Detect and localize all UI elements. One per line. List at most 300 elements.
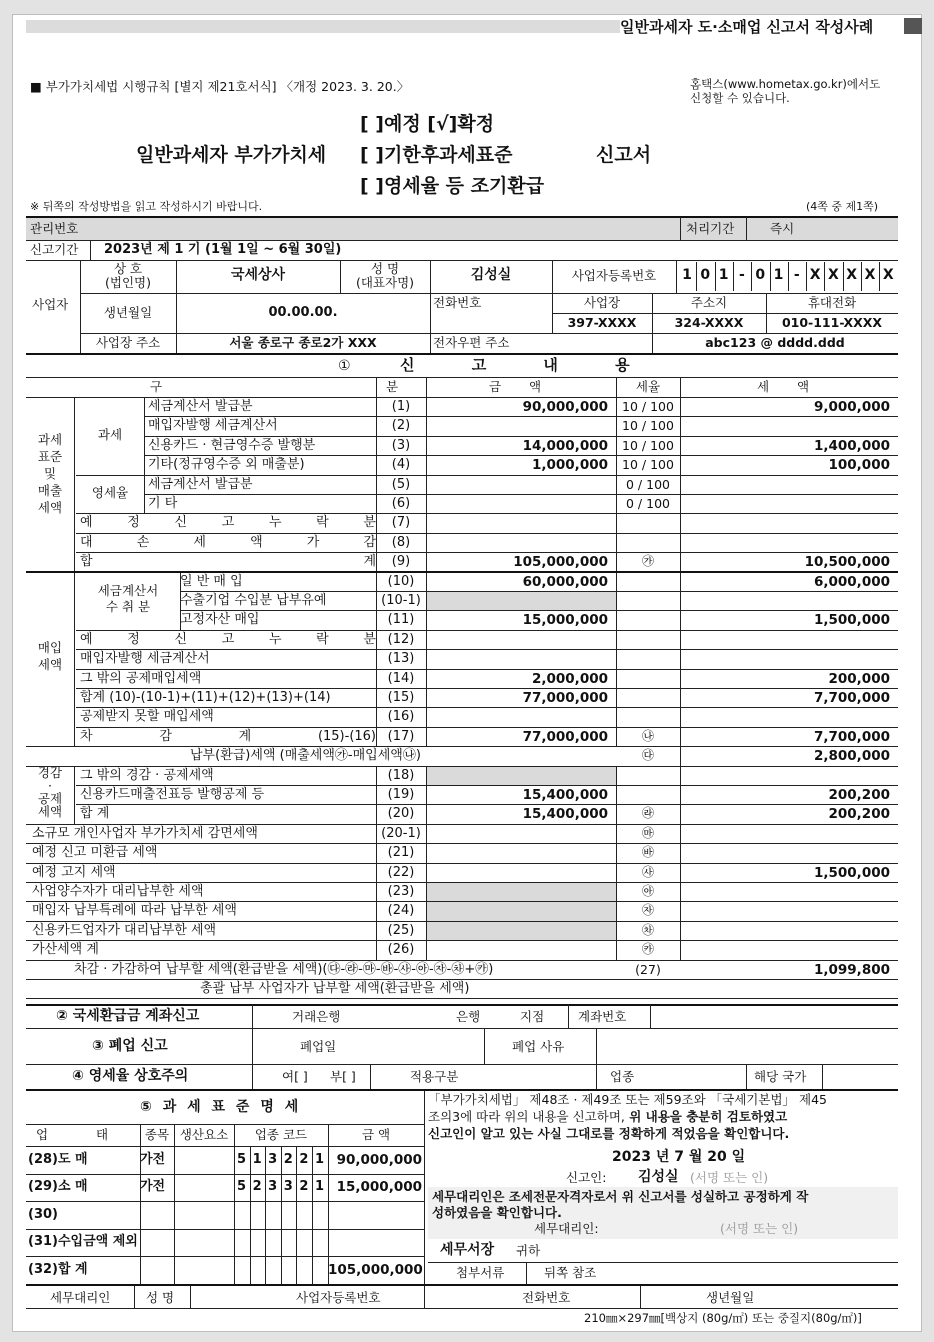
reg-no-divider <box>788 262 789 291</box>
rep-label: 성 명 <box>370 261 400 276</box>
label-part: 차 <box>80 728 93 744</box>
report-row-rate: ㉸ <box>641 942 654 957</box>
report-row-no: (22) <box>387 864 415 880</box>
rep-name: 김성실 <box>470 267 512 283</box>
report-row-no: (7) <box>391 515 411 531</box>
label-part: 락 <box>316 515 329 531</box>
report-row-divider <box>76 552 898 553</box>
reg-no-digit: X <box>882 267 894 283</box>
attach-value: 뒤쪽 참조 <box>544 1265 597 1280</box>
trade-name: 국세상사 <box>230 267 286 283</box>
report-row-tax: 1,099,800 <box>813 961 890 978</box>
report-row-no: (10) <box>387 573 415 589</box>
tax-base-code-digit: 3 <box>268 1179 278 1195</box>
col-divider <box>426 766 427 960</box>
tax-base-code-digit: 2 <box>283 1152 293 1167</box>
report-row-label: 차감 · 가감하여 납부할 세액(환급받을 세액)(㉰-㉱-㉲-㉳-㉴-㉵-㉶-㉷+㉸) <box>74 961 494 977</box>
report-row-divider <box>76 688 898 689</box>
refund-account-title: ② 국세환급금 계좌신고 <box>56 1008 200 1024</box>
report-row-rate: 0 / 100 <box>626 476 670 492</box>
tax-base-code-digit: 1 <box>314 1179 325 1195</box>
col-divider <box>180 572 181 630</box>
label-part: 분 <box>363 515 376 531</box>
report-row-label: 신용카드 · 현금영수증 발행분 <box>148 437 316 453</box>
report-row-divider <box>76 533 898 534</box>
report-row-no: (5) <box>391 476 411 492</box>
label-part: 고 <box>221 515 235 531</box>
tax-base-code-divider <box>250 1146 251 1284</box>
period-label: 신고기간 <box>30 242 79 257</box>
tax-base-row-item: 가전 <box>140 1152 166 1167</box>
rep-sub: (대표자명) <box>355 275 415 290</box>
report-row-amount: 14,000,000 <box>522 437 608 454</box>
report-row-tax: 9,000,000 <box>813 399 890 415</box>
tax-base-row-label: (31)수입금액 제외 <box>28 1234 138 1250</box>
address: 서울 종로구 종로2가 XXX <box>229 335 377 350</box>
report-row-divider <box>26 979 898 980</box>
report-row-tax: 200,200 <box>828 806 890 823</box>
report-row-amount: 15,400,000 <box>522 806 608 823</box>
phone-mobile-label: 휴대전화 <box>807 295 857 310</box>
tax-base-code-digit: 2 <box>299 1152 309 1167</box>
label-part: 누 <box>268 515 282 531</box>
report-row-rate: ㉷ <box>641 922 654 937</box>
report-row-tax: 1,500,000 <box>813 612 890 629</box>
reg-no-digit: X <box>846 267 858 283</box>
report-row-divider <box>76 475 898 476</box>
report-row-label: 세금계산서 발급분 <box>148 399 253 414</box>
report-row-amount: 105,000,000 <box>513 554 608 571</box>
tax-base-row-label: (28)도 매 <box>28 1152 88 1167</box>
branch-suffix: 지점 <box>520 1009 545 1024</box>
report-row-label: 매입자발행 세금계산서 <box>148 418 278 434</box>
report-row-no: (11) <box>387 612 415 628</box>
option-preliminary: [ ]예정 [√]확정 <box>360 113 495 135</box>
tb-col-business: 업 태 <box>35 1127 131 1142</box>
phone-home: 324-XXXX <box>674 315 744 330</box>
tb-col-code: 업종 코드 <box>254 1127 308 1142</box>
phone-home-label: 주소지 <box>690 295 728 310</box>
tax-base-code-digit: 2 <box>252 1179 262 1195</box>
report-row-no: (18) <box>387 767 415 783</box>
report-row-no: (12) <box>387 631 415 647</box>
tax-base-code-digit: 5 <box>236 1152 247 1167</box>
paper-spec: 210㎜×297㎜[백상지 (80g/㎡) 또는 중질지(80g/㎡)] <box>584 1311 862 1325</box>
report-row-label <box>80 555 376 569</box>
report-row-tax: 6,000,000 <box>813 573 890 590</box>
report-row-rate: 0 / 100 <box>626 496 670 511</box>
report-row-label: 기타(정규영수증 외 매출분) <box>148 457 305 473</box>
zero-rate-yes[interactable]: 여[ ] <box>282 1069 308 1084</box>
hometax-note-2: 신청할 수 있습니다. <box>690 91 790 105</box>
report-row-divider <box>76 669 898 670</box>
report-row-label: 합 계 <box>80 806 110 822</box>
report-row-label: 총괄 납부 사업자가 납부할 세액(환급받을 세액) <box>200 981 470 996</box>
report-row-divider <box>26 824 898 825</box>
report-row-amount: 2,000,000 <box>531 670 608 687</box>
label-part: 예 <box>80 631 93 647</box>
reg-no-divider <box>715 262 716 291</box>
reg-no-digit: - <box>793 267 800 283</box>
reg-no-digit: X <box>864 267 876 283</box>
zero-rate-title: ④ 영세율 상호주의 <box>72 1068 189 1084</box>
banner-marker <box>904 18 922 34</box>
report-row-no: (13) <box>387 651 415 667</box>
report-row-divider <box>76 804 898 805</box>
reg-no-digit: X <box>827 267 839 283</box>
tax-base-row-amount: 90,000,000 <box>336 1152 422 1168</box>
report-section-no: ① <box>338 358 351 374</box>
report-row-label: 신용카드매출전표등 발행공제 등 <box>80 787 265 802</box>
mgmt-no-label: 관리번호 <box>30 221 79 236</box>
report-row-no: (6) <box>391 496 411 511</box>
hometax-note-1: 홈택스(www.hometax.go.kr)에서도 <box>690 77 881 91</box>
amount-disabled-cell <box>426 902 616 920</box>
report-row-amount: 60,000,000 <box>522 573 608 590</box>
report-row-divider <box>76 513 898 514</box>
report-row-label: 사업양수자가 대리납부한 세액 <box>32 884 204 899</box>
processing-label: 처리기간 <box>686 221 735 236</box>
reg-no-divider <box>696 262 697 291</box>
footer-dob-label: 생년월일 <box>706 1290 755 1305</box>
col-divider <box>144 397 145 513</box>
report-row-rate: ㉱ <box>641 806 654 821</box>
trade-name-sub: (법인명) <box>105 275 151 290</box>
amount-disabled-cell <box>426 767 616 785</box>
report-row-tax: 200,000 <box>828 670 890 687</box>
report-row-label: 합계 (10)-(10-1)+(11)+(12)+(13)+(14) <box>80 690 331 705</box>
report-row-divider <box>76 630 898 631</box>
trade-name-label: 상 호 <box>113 261 143 276</box>
report-row-amount: 77,000,000 <box>522 728 608 745</box>
group-invoice-recv-label: 세금계산서 수 취 분 <box>97 583 159 614</box>
footer-reg-label: 사업자등록번호 <box>296 1290 381 1305</box>
report-row-divider <box>26 998 898 999</box>
label-part: 손 <box>136 534 150 550</box>
tax-base-row-item: 가전 <box>140 1179 166 1195</box>
reporter-name: 김성실 <box>638 1169 679 1185</box>
tax-base-row-divider <box>26 1229 424 1230</box>
reg-no-divider <box>861 262 862 291</box>
report-row-tax: 7,700,000 <box>813 728 890 745</box>
col-divider <box>426 377 427 746</box>
report-row-label: 매입자 납부특례에 따라 납부한 세액 <box>32 903 237 919</box>
col-rate: 세율 <box>635 379 661 394</box>
report-row-no: (1) <box>391 399 411 414</box>
col-amount: 금 액 <box>488 379 554 394</box>
report-row-amount: 90,000,000 <box>522 399 608 415</box>
tax-base-col-divider <box>234 1124 235 1284</box>
col-divider <box>616 766 617 960</box>
report-row-divider <box>76 727 898 728</box>
reg-no-divider <box>733 262 734 291</box>
reg-no-digit: 1 <box>773 267 784 283</box>
phone-mobile: 010-111-XXXX <box>781 315 883 330</box>
account-label: 계좌번호 <box>578 1009 627 1024</box>
report-row-divider <box>26 940 898 941</box>
country-label: 해당 국가 <box>754 1069 807 1084</box>
col-category: 구 분 <box>150 379 509 394</box>
report-row-label: 예정 신고 미환급 세액 <box>32 845 158 861</box>
label-part: 정 <box>127 515 140 531</box>
label-part: 예 <box>80 515 93 531</box>
form-title-left: 일반과세자 부가가치세 <box>136 144 327 166</box>
agent-text-2: 성하였음을 확인합니다. <box>432 1205 562 1220</box>
report-row-tax: 7,700,000 <box>813 690 890 706</box>
report-row-rate: ㉲ <box>641 825 654 840</box>
group-sales-label: 과세 표준 및 매출 세액 <box>37 432 63 515</box>
tax-base-row-divider <box>26 1174 424 1175</box>
industry-label: 업종 <box>610 1069 635 1084</box>
closure-date-label: 폐업일 <box>300 1039 337 1054</box>
address-label: 사업장 주소 <box>95 335 161 350</box>
report-row-no: (24) <box>387 903 415 919</box>
phone-office: 397-XXXX <box>567 315 637 330</box>
report-row-rate: ㉮ <box>641 554 654 569</box>
report-row-label: 세금계산서 발급분 <box>148 476 253 492</box>
report-row-label <box>80 536 376 550</box>
agent-label: 세무대리인: <box>534 1221 599 1236</box>
report-row-no: (21) <box>387 845 415 861</box>
report-row-divider <box>144 436 898 437</box>
report-row-amount: 15,400,000 <box>522 787 608 803</box>
reg-no-label: 사업자등록번호 <box>571 268 657 283</box>
declaration-text-3: 신고인이 알고 있는 사실 그대로를 정확하게 적었음을 확인합니다. <box>428 1126 790 1141</box>
reg-no-digit: X <box>809 267 821 283</box>
report-row-divider <box>26 960 898 961</box>
email-label: 전자우편 주소 <box>433 335 510 350</box>
report-row-no: (19) <box>387 787 415 802</box>
report-row-rate: 10 / 100 <box>622 399 674 414</box>
agent-sign-hint: (서명 또는 인) <box>720 1221 799 1236</box>
report-row-amount: 77,000,000 <box>522 690 608 706</box>
tax-base-row-divider <box>26 1201 424 1202</box>
col-divider <box>616 377 617 746</box>
reg-no-digit: 0 <box>755 267 766 283</box>
period-value: 2023년 제 1 기 (1월 1일 ~ 6월 30일) <box>104 242 342 257</box>
zero-rate-no[interactable]: 부[ ] <box>330 1069 356 1084</box>
page-info: (4쪽 중 제1쪽) <box>806 200 879 213</box>
report-row-no: (25) <box>387 922 415 938</box>
banner-title: 일반과세자 도·소매업 신고서 작성사례 <box>620 18 874 36</box>
amount-disabled-cell <box>426 592 616 610</box>
col-divider <box>74 572 75 747</box>
reg-no-divider <box>879 262 880 291</box>
report-row-rate: ㉯ <box>641 728 654 743</box>
report-row-tax: 1,400,000 <box>813 437 890 454</box>
phone-office-label: 사업장 <box>583 295 621 310</box>
report-row-rate: ㉳ <box>641 845 654 860</box>
tax-base-code-divider <box>265 1146 266 1284</box>
report-row-label: 소규모 개인사업자 부가가치세 감면세액 <box>32 825 258 841</box>
report-row-label: 수출기업 수입분 납부유예 <box>180 593 327 608</box>
attach-label: 첨부서류 <box>456 1265 505 1280</box>
report-row-label: 고정자산 매입 <box>180 612 260 628</box>
report-row-rate: ㉴ <box>641 864 654 879</box>
report-row-no: (8) <box>391 534 411 550</box>
tax-base-row-label: (32)합 계 <box>28 1261 88 1277</box>
amount-disabled-cell <box>426 922 616 940</box>
report-row-no: (2) <box>391 418 411 434</box>
label-part: 정 <box>127 631 140 647</box>
report-row-label: 공제받지 못할 매입세액 <box>80 709 214 725</box>
group-purchase-label: 매입 세액 <box>37 640 63 672</box>
label-part: 계 <box>363 554 376 570</box>
tax-base-code-divider <box>312 1146 313 1284</box>
tax-base-col-divider <box>140 1124 141 1284</box>
declaration-text-2 <box>428 1110 787 1124</box>
report-row-no: (10-1) <box>381 593 421 608</box>
report-row-label <box>80 516 376 530</box>
label-part: 액 <box>250 534 263 550</box>
label-part: 신 <box>174 515 188 531</box>
declaration-date: 2023 년 7 월 20 일 <box>612 1149 746 1165</box>
tax-base-code-digit: 2 <box>299 1179 309 1195</box>
tax-base-row-label: (30) <box>28 1206 58 1222</box>
report-row-label: 납부(환급)세액 (매출세액㉮-매입세액㉯) <box>190 748 421 764</box>
reg-no-divider <box>806 262 807 291</box>
closure-reason-label: 폐업 사유 <box>512 1039 565 1054</box>
applied-label: 적용구분 <box>410 1069 459 1084</box>
reg-no-digit: 1 <box>718 267 729 283</box>
col-divider <box>376 766 377 960</box>
office-label: 세무서장 <box>440 1242 495 1258</box>
reg-no-divider <box>843 262 844 291</box>
report-row-tax: 200,200 <box>828 787 890 803</box>
declaration-text-1: 「부가가치세법」 제48조 · 제49조 또는 제59조와 「국세기본법」 제45 <box>428 1092 827 1107</box>
processing-value: 즉시 <box>770 221 795 236</box>
tb-col-amount: 금 액 <box>361 1127 391 1142</box>
tb-col-production: 생산요소 <box>179 1127 229 1142</box>
report-row-no: (17) <box>387 728 415 744</box>
report-row-no: (20) <box>387 806 415 822</box>
label-part: 신 <box>174 631 188 647</box>
report-row-rate: 10 / 100 <box>622 418 674 434</box>
report-row-rate: (27) <box>635 961 661 977</box>
col-divider <box>680 377 681 960</box>
report-row-label: 가산세액 계 <box>32 942 99 958</box>
declaration-text-2a: 조의3에 따라 위의 내용을 신고하며, <box>428 1109 625 1124</box>
option-zero-rate: [ ]영세율 등 조기환급 <box>360 175 545 197</box>
reporter-label: 신고인: <box>566 1170 607 1185</box>
tax-base-row-divider <box>26 1256 424 1257</box>
dob-label: 생년월일 <box>103 305 153 320</box>
report-row-rate: ㉵ <box>641 884 654 898</box>
business-section-label: 사업자 <box>32 297 69 312</box>
tax-base-code-divider <box>296 1146 297 1284</box>
report-row-no: (20-1) <box>381 825 421 841</box>
report-row-no: (14) <box>387 670 415 686</box>
report-row-label: 기 타 <box>148 496 178 511</box>
tax-base-code-digit: 5 <box>236 1179 247 1195</box>
footer-phone-label: 전화번호 <box>522 1290 571 1305</box>
label-part: 감 <box>159 728 172 744</box>
report-row-no: (15) <box>387 690 415 705</box>
report-row-no: (3) <box>391 437 411 453</box>
report-row-no: (4) <box>391 457 411 473</box>
label-part: 분 <box>363 631 376 647</box>
report-row-label: 매입자발행 세금계산서 <box>80 651 210 667</box>
tax-base-code-divider <box>281 1146 282 1284</box>
report-row-divider <box>26 863 898 864</box>
label-part: 가 <box>306 534 320 550</box>
report-row-label <box>80 730 376 744</box>
bank-suffix: 은행 <box>456 1009 481 1024</box>
reg-no-digit: - <box>738 267 745 283</box>
label-part: (15)-(16) <box>317 728 376 744</box>
tax-base-row-label: (29)소 매 <box>28 1179 88 1195</box>
report-row-tax: 100,000 <box>828 457 890 474</box>
label-part: 대 <box>80 534 93 550</box>
reg-no-divider <box>824 262 825 291</box>
report-row-divider <box>76 785 898 786</box>
report-row-no: (16) <box>387 709 415 725</box>
tb-col-item: 종목 <box>144 1127 170 1142</box>
tax-base-code-digit: 3 <box>283 1179 293 1195</box>
bank-label: 거래은행 <box>292 1009 341 1024</box>
dob: 00.00.00. <box>268 305 338 320</box>
tax-base-code-digit: 1 <box>314 1152 325 1167</box>
col-tax: 세 액 <box>756 379 822 394</box>
label-part: 계 <box>238 728 252 744</box>
agent-text-1: 세무대리인은 조세전문자격자로서 위 신고서를 성실하고 공정하게 작 <box>432 1189 809 1204</box>
report-row-rate: ㉶ <box>641 903 654 918</box>
tax-base-row-amount: 105,000,000 <box>328 1261 423 1278</box>
tax-base-code-digit: 3 <box>268 1152 278 1167</box>
report-row-label: 예정 고지 세액 <box>32 864 116 880</box>
col-divider <box>74 397 75 572</box>
report-row-label: 신용카드업자가 대리납부한 세액 <box>32 922 217 938</box>
option-late: [ ]기한후과세표준 <box>360 144 513 166</box>
report-row-label <box>80 633 376 647</box>
report-row-label: 그 밖의 공제매입세액 <box>80 670 202 686</box>
reporter-sign-hint: (서명 또는 인) <box>690 1170 769 1185</box>
reg-no-divider <box>770 262 771 291</box>
section-divider <box>26 571 898 573</box>
report-row-tax: 1,500,000 <box>813 864 890 881</box>
report-row-no: (26) <box>387 942 415 958</box>
report-row-label: 그 밖의 경감 · 공제세액 <box>80 767 214 783</box>
report-row-amount: 15,000,000 <box>522 612 608 629</box>
instruction: ※ 뒤쪽의 작성방법을 읽고 작성하시기 바랍니다. <box>30 200 263 213</box>
label-part: 감 <box>363 534 376 550</box>
reg-no-digit: 0 <box>700 267 711 283</box>
banner-bar <box>26 20 620 33</box>
form-title-right: 신고서 <box>596 144 652 166</box>
report-row-amount: 1,000,000 <box>531 457 608 474</box>
group-zero-label: 영세율 <box>91 485 129 500</box>
col-divider <box>376 377 377 746</box>
group-deduction-label: 경감 · 공제 세액 <box>37 765 63 820</box>
report-row-rate: ㉰ <box>641 748 654 763</box>
report-row-rate: 10 / 100 <box>622 437 674 453</box>
report-row-label: 일 반 매 입 <box>180 573 243 589</box>
report-row-divider <box>26 746 898 747</box>
reg-no-divider <box>751 262 752 291</box>
closure-title: ③ 폐업 신고 <box>92 1038 168 1054</box>
col-divider <box>74 766 75 824</box>
declaration-text-2b: 위 내용을 충분히 검토하였고 <box>624 1109 788 1124</box>
footer-agent-label: 세무대리인 <box>50 1290 111 1305</box>
tax-base-col-divider <box>328 1124 329 1284</box>
label-part: 세 <box>193 534 206 550</box>
label-part: 고 <box>221 631 235 647</box>
label-part: 합 <box>80 554 93 570</box>
report-row-divider <box>144 494 898 495</box>
tax-base-row-amount: 15,000,000 <box>336 1179 422 1196</box>
report-row-no: (9) <box>391 554 411 570</box>
phone-label: 전화번호 <box>433 295 482 310</box>
